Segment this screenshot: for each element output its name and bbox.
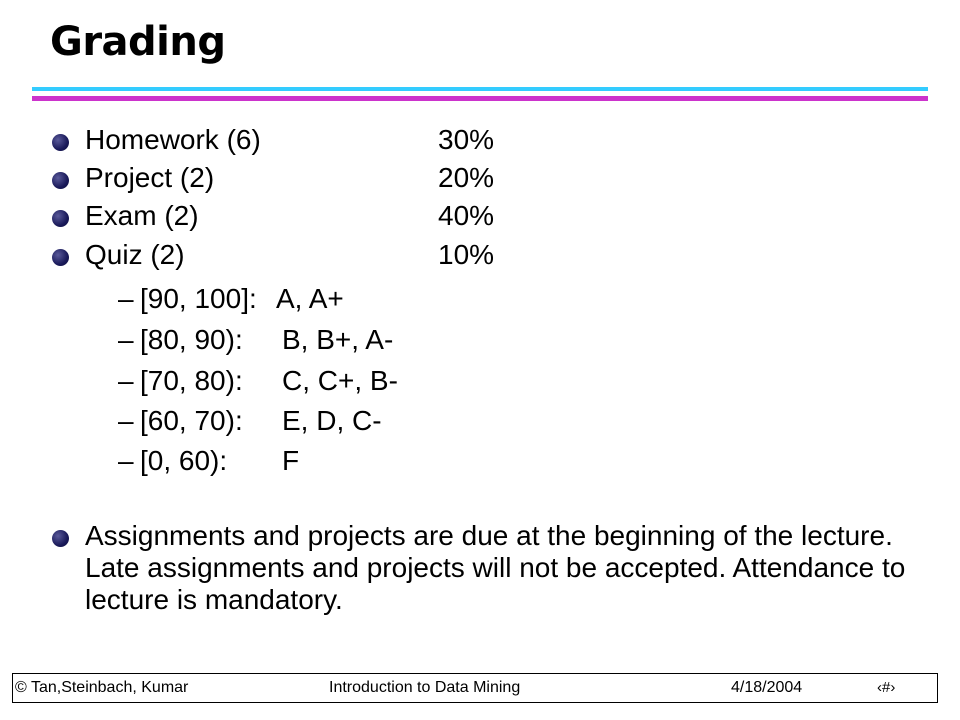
item-label: Exam (2) [85,200,199,231]
grade-letters: F [282,445,300,476]
dash-marker: – [118,445,134,476]
grade-letters: C, C+, B- [282,365,398,396]
dash-marker: – [118,365,134,396]
bullet-icon [52,134,69,151]
item-label: Quiz (2) [85,239,185,270]
grade-range: [0, 60): [140,445,228,476]
dash-marker: – [118,283,134,314]
slide-footer [12,673,938,703]
footer-course: Introduction to Data Mining [329,679,521,696]
grade-letters: A, A+ [276,283,344,314]
item-weight: 10% [438,239,495,270]
item-label: Homework (6) [85,124,261,155]
dash-marker: – [118,324,134,355]
grade-range: [90, 100]: [140,283,257,314]
policy-note-text: Assignments and projects are due at the beginning of the lecture. Late assignments and projects will not be accepted. Attendance to lecture is mandatory. [85,520,906,615]
grade-range: [60, 70): [140,405,243,436]
grade-range: [70, 80): [140,365,243,396]
dash-marker: – [118,405,134,436]
item-label: Project (2) [85,162,215,193]
bullet-icon [52,210,69,227]
slide-title: Grading [50,19,226,65]
item-weight: 20% [438,162,495,193]
grade-range: [80, 90): [140,324,243,355]
grade-letters: E, D, C- [282,405,382,436]
bullet-icon [52,249,69,266]
footer-page-number: ‹#› [877,679,896,696]
grade-letters: B, B+, A- [282,324,394,355]
bullet-icon [52,530,69,547]
bullet-icon [52,172,69,189]
item-weight: 40% [438,200,495,231]
footer-date: 4/18/2004 [731,679,803,696]
item-weight: 30% [438,124,495,155]
footer-author: © Tan,Steinbach, Kumar [15,679,189,696]
